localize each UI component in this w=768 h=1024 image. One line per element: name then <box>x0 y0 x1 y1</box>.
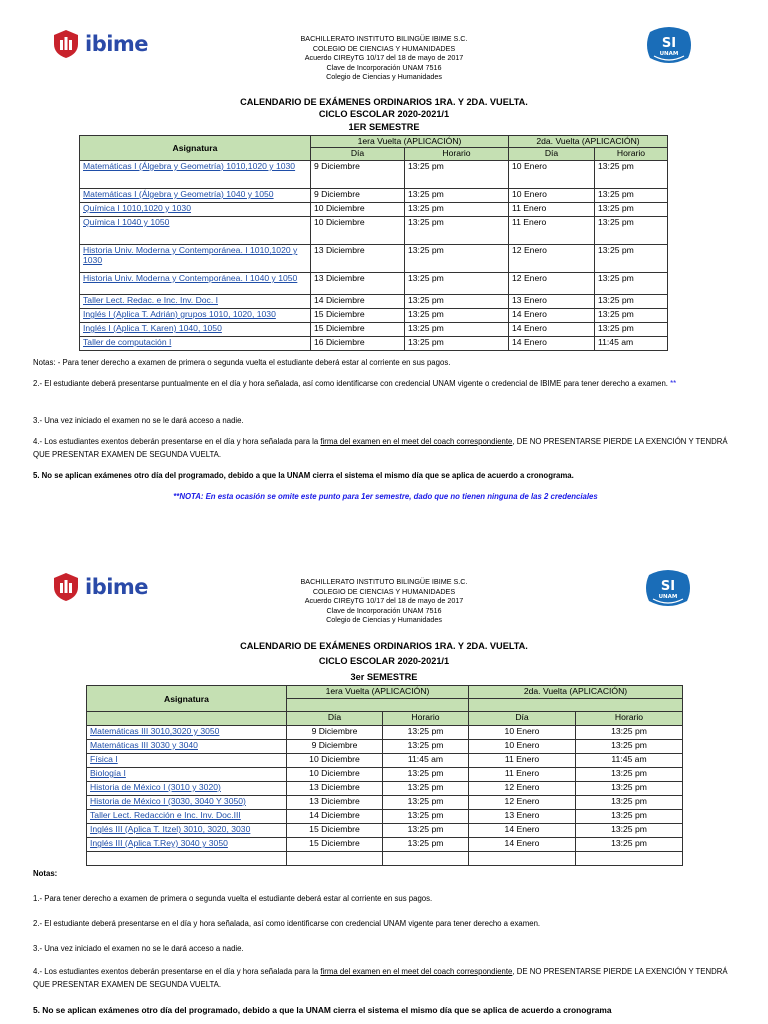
table-row <box>87 740 683 754</box>
table-row <box>87 796 683 810</box>
subject-cell <box>80 309 311 323</box>
round1-day-cell: 13 Diciembre <box>311 273 405 295</box>
note-2: 2.- El estudiante deberá presentarse en el día y hora señalada, así como identificarse con credencial UNAM vigente para tener derecho a examen. <box>33 919 541 928</box>
subject-link[interactable]: Inglés I (Aplica T. Adrián) grupos 1010, 1020, 1030 <box>83 309 276 319</box>
note-4-text: 4.- Los estudiantes exentos deberán presentarse en el día y hora señalada para la <box>33 437 321 446</box>
round1-day-cell: 16 Diciembre <box>311 337 405 351</box>
note-4-text-end: , DE NO PRESENTARSE PIERDE LA EXENCIÓN Y TENDRÁ QUE PRESENTAR EXAMEN DE SEGUNDA VUELTA. <box>33 437 728 459</box>
unam-text: UNAM <box>658 594 678 600</box>
round1-day-cell: 10 Diciembre <box>311 217 405 245</box>
round1-time-cell: 13:25 pm <box>383 796 469 810</box>
title-line: CICLO ESCOLAR 2020-2021/1 <box>318 109 450 120</box>
note-4-underlined: firma del examen en el meet del coach correspondiente <box>320 967 513 976</box>
table-row <box>87 810 683 824</box>
round2-time-cell: 13:25 pm <box>576 740 683 754</box>
round1-day-cell: 13 Diciembre <box>287 782 383 796</box>
round1-time-cell: 13:25 pm <box>405 161 509 189</box>
col-header-day: Día <box>287 712 383 726</box>
round2-day-cell: 12 Enero <box>509 273 595 295</box>
table-row <box>87 838 683 852</box>
round1-day-cell: 14 Diciembre <box>311 295 405 309</box>
round2-time-cell: 13:25 pm <box>595 161 668 189</box>
subject-link[interactable]: Biología I <box>90 768 126 778</box>
round1-day-cell: 9 Diciembre <box>287 740 383 754</box>
round1-time-cell: 13:25 pm <box>383 726 469 740</box>
note-2-text: 2.- El estudiante deberá presentarse puntualmente en el día y hora señalada, así como identificarse con credencial UNAM vigente o credencial de IBIME para tener derecho a examen. <box>33 379 668 388</box>
round2-day-cell: 11 Enero <box>509 203 595 217</box>
round2-time-cell: 13:25 pm <box>576 768 683 782</box>
subject-cell <box>80 337 311 351</box>
note-4-text: 4.- Los estudiantes exentos deberán presentarse en el día y hora señalada para la <box>33 967 321 976</box>
page-title <box>0 640 768 683</box>
header-line: COLEGIO DE CIENCIAS Y HUMANIDADES <box>312 43 456 53</box>
round1-time-cell: 13:25 pm <box>405 295 509 309</box>
header-blank <box>287 699 469 712</box>
unam-text: UNAM <box>659 51 679 57</box>
title-line: 3er SEMESTRE <box>350 671 418 682</box>
round1-day-cell: 9 Diciembre <box>311 161 405 189</box>
subject-link[interactable]: Historia Univ. Moderna y Contemporánea. I 1040 y 1050 <box>83 273 298 283</box>
round1-time-cell: 13:25 pm <box>405 323 509 337</box>
round1-time-cell: 13:25 pm <box>383 838 469 852</box>
si-text: SI <box>660 579 676 594</box>
table-row <box>80 217 668 245</box>
round2-time-cell: 13:25 pm <box>595 203 668 217</box>
round2-time-cell: 13:25 pm <box>595 309 668 323</box>
round1-time-cell: 13:25 pm <box>405 309 509 323</box>
subject-cell <box>87 810 287 824</box>
si-text: SI <box>661 36 677 51</box>
empty-cell <box>469 852 576 866</box>
round1-day-cell: 15 Diciembre <box>287 824 383 838</box>
col-header-time: Horario <box>383 712 469 726</box>
round2-day-cell: 14 Enero <box>509 337 595 351</box>
subject-cell <box>80 161 311 189</box>
header-line: Clave de Incorporación UNAM 7516 <box>326 62 442 72</box>
round2-day-cell: 14 Enero <box>469 838 576 852</box>
subject-cell <box>80 323 311 337</box>
subject-link[interactable]: Matemáticas III 3030 y 3040 <box>90 740 198 750</box>
subject-link[interactable]: Taller Lect. Redac. e Inc. Inv. Doc. I <box>83 295 219 305</box>
table-row <box>80 203 668 217</box>
round1-time-cell: 13:25 pm <box>405 203 509 217</box>
round1-day-cell: 10 Diciembre <box>287 768 383 782</box>
round2-time-cell: 13:25 pm <box>595 245 668 273</box>
subject-link[interactable]: Historia de México I (3010 y 3020) <box>90 782 221 792</box>
round1-day-cell: 13 Diciembre <box>287 796 383 810</box>
round2-day-cell: 13 Enero <box>509 295 595 309</box>
subject-link[interactable]: Física I <box>90 754 118 764</box>
note-4-underlined: firma del examen en el meet del coach correspondiente <box>320 437 513 446</box>
table-row <box>80 337 668 351</box>
title-line: CICLO ESCOLAR 2020-2021/1 <box>318 656 450 667</box>
table-row <box>80 295 668 309</box>
header-line: Colegio de Ciencias y Humanidades <box>326 72 442 82</box>
table-row <box>80 309 668 323</box>
subject-link[interactable]: Taller Lect. Redacción e Inc. Inv. Doc.III <box>90 810 241 820</box>
col-header-round1: 1era Vuelta (APLICACIÓN) <box>287 686 469 699</box>
round1-day-cell: 9 Diciembre <box>287 726 383 740</box>
header-blank <box>469 699 683 712</box>
page-title <box>0 96 768 133</box>
title-line: CALENDARIO DE EXÁMENES ORDINARIOS 1RA. Y 2DA. VUELTA. <box>240 641 528 651</box>
note-4 <box>33 966 738 991</box>
round1-time-cell: 11:45 am <box>383 754 469 768</box>
round2-day-cell: 11 Enero <box>469 768 576 782</box>
round2-time-cell: 11:45 am <box>576 754 683 768</box>
exam-calendar-table-3er <box>86 685 683 866</box>
round1-time-cell: 13:25 pm <box>383 782 469 796</box>
exam-calendar-table-1er <box>79 135 668 351</box>
subject-cell <box>80 203 311 217</box>
subject-link[interactable]: Inglés III (Aplica T. Itzel) 3010, 3020, 3030 <box>90 824 251 834</box>
table-row <box>80 323 668 337</box>
col-header-round2: 2da. Vuelta (APLICACIÓN) <box>469 686 683 699</box>
round1-time-cell: 13:25 pm <box>383 824 469 838</box>
round1-day-cell: 15 Diciembre <box>311 323 405 337</box>
subject-link[interactable]: Inglés I (Aplica T. Karen) 1040, 1050 <box>83 323 222 333</box>
col-header-day: Día <box>311 148 405 161</box>
subject-cell <box>87 754 287 768</box>
round2-time-cell: 13:25 pm <box>576 838 683 852</box>
col-header-time: Horario <box>405 148 509 161</box>
round2-day-cell: 10 Enero <box>469 740 576 754</box>
round2-day-cell: 14 Enero <box>509 323 595 337</box>
empty-cell <box>287 852 383 866</box>
round2-day-cell: 13 Enero <box>469 810 576 824</box>
col-header-subject: Asignatura <box>80 136 311 161</box>
subject-link[interactable]: Taller de computación I <box>83 337 172 347</box>
note-2 <box>33 378 738 391</box>
round2-day-cell: 11 Enero <box>509 217 595 245</box>
header-line: Clave de Incorporación UNAM 7516 <box>326 605 442 615</box>
round1-day-cell: 10 Diciembre <box>311 203 405 217</box>
table-row <box>87 726 683 740</box>
col-header-subject: Asignatura <box>87 686 287 712</box>
round2-time-cell: 13:25 pm <box>595 217 668 245</box>
round1-time-cell: 13:25 pm <box>405 273 509 295</box>
subject-cell <box>80 245 311 273</box>
title-line: CALENDARIO DE EXÁMENES ORDINARIOS 1RA. Y 2DA. VUELTA. <box>240 97 528 107</box>
note-3: 3.- Una vez iniciado el examen no se le dará acceso a nadie. <box>33 416 244 425</box>
note-4 <box>33 436 738 461</box>
round2-time-cell: 13:25 pm <box>576 824 683 838</box>
round2-day-cell: 12 Enero <box>509 245 595 273</box>
subject-cell <box>87 824 287 838</box>
header-line: BACHILLERATO INSTITUTO BILINGÜE IBIME S.C. <box>300 577 468 586</box>
round2-time-cell: 13:25 pm <box>595 189 668 203</box>
note-4-text-end: , DE NO PRESENTARSE PIERDE LA EXENCIÓN Y TENDRÁ QUE PRESENTAR EXAMEN DE SEGUNDA VUELTA. <box>33 967 728 989</box>
table-row <box>80 189 668 203</box>
subject-cell <box>87 838 287 852</box>
round1-time-cell: 13:25 pm <box>405 217 509 245</box>
note-2-mark: ** <box>670 379 677 388</box>
col-header-round2: 2da. Vuelta (APLICACIÓN) <box>509 136 668 148</box>
empty-cell <box>383 852 469 866</box>
subject-cell <box>80 189 311 203</box>
subject-link[interactable]: Matemáticas III 3010,3020 y 3050 <box>90 726 220 736</box>
header-line: Acuerdo CIREyTG 10/17 del 18 de mayo de 2017 <box>304 596 464 606</box>
note-1: 1.- Para tener derecho a examen de primera o segunda vuelta el estudiante deberá estar al corriente en sus pagos. <box>33 894 433 903</box>
subject-link[interactable]: Inglés III (Aplica T.Rey) 3040 y 3050 <box>90 838 228 848</box>
round2-day-cell: 12 Enero <box>469 782 576 796</box>
round2-time-cell: 13:25 pm <box>595 323 668 337</box>
subject-link[interactable]: Historia de México I (3030, 3040 Y 3050) <box>90 796 246 806</box>
round2-time-cell: 13:25 pm <box>595 295 668 309</box>
ibime-wordmark: ibime <box>85 575 149 599</box>
subject-link[interactable]: Química I 1010,1020 y 1030 <box>83 203 191 213</box>
round1-time-cell: 13:25 pm <box>405 189 509 203</box>
ibime-wordmark: ibime <box>85 32 149 56</box>
round2-time-cell: 13:25 pm <box>576 796 683 810</box>
round2-time-cell: 13:25 pm <box>576 782 683 796</box>
round2-day-cell: 10 Enero <box>509 161 595 189</box>
round1-time-cell: 13:25 pm <box>405 245 509 273</box>
table-row <box>87 754 683 768</box>
round2-day-cell: 10 Enero <box>469 726 576 740</box>
note-asterisk: **NOTA: En esta ocasión se omite este punto para 1er semestre, dado que no tienen ninguna de las 2 credenciales <box>173 492 598 501</box>
subject-cell <box>87 726 287 740</box>
header-line: Colegio de Ciencias y Humanidades <box>326 615 442 625</box>
header-blank <box>87 712 287 726</box>
round2-time-cell: 11:45 am <box>595 337 668 351</box>
table-row-empty <box>87 852 683 866</box>
col-header-day: Día <box>509 148 595 161</box>
round2-time-cell: 13:25 pm <box>576 726 683 740</box>
subject-cell <box>87 740 287 754</box>
round1-time-cell: 13:25 pm <box>383 740 469 754</box>
header-line: COLEGIO DE CIENCIAS Y HUMANIDADES <box>312 586 456 596</box>
col-header-round1: 1era Vuelta (APLICACIÓN) <box>311 136 509 148</box>
title-line: 1ER SEMESTRE <box>348 121 420 132</box>
round1-day-cell: 14 Diciembre <box>287 810 383 824</box>
header-line: Acuerdo CIREyTG 10/17 del 18 de mayo de 2017 <box>304 53 464 63</box>
empty-cell <box>87 852 287 866</box>
round1-time-cell: 13:25 pm <box>405 337 509 351</box>
school-header <box>0 577 768 625</box>
school-header <box>0 34 768 82</box>
subject-cell <box>87 782 287 796</box>
subject-cell <box>87 796 287 810</box>
round1-time-cell: 13:25 pm <box>383 810 469 824</box>
table-row <box>87 824 683 838</box>
round2-day-cell: 14 Enero <box>469 824 576 838</box>
subject-link[interactable]: Matemáticas I (Álgebra y Geometría) 1010,1020 y 1030 <box>83 161 296 171</box>
round2-day-cell: 12 Enero <box>469 796 576 810</box>
subject-cell <box>80 273 311 295</box>
table-row <box>87 768 683 782</box>
subject-cell <box>87 768 287 782</box>
round1-day-cell: 13 Diciembre <box>311 245 405 273</box>
table-row <box>80 161 668 189</box>
subject-link[interactable]: Química I 1040 y 1050 <box>83 217 170 227</box>
notes-title: Notas: <box>33 869 58 878</box>
header-line: BACHILLERATO INSTITUTO BILINGÜE IBIME S.C. <box>300 34 468 43</box>
subject-link[interactable]: Matemáticas I (Álgebra y Geometría) 1040 y 1050 <box>83 189 274 199</box>
subject-cell <box>80 217 311 245</box>
round1-day-cell: 15 Diciembre <box>311 309 405 323</box>
note-1: Notas: - Para tener derecho a examen de primera o segunda vuelta el estudiante deberá estar al corriente en sus pagos. <box>33 358 451 367</box>
round2-time-cell: 13:25 pm <box>595 273 668 295</box>
round2-time-cell: 13:25 pm <box>576 810 683 824</box>
subject-cell <box>80 295 311 309</box>
round1-day-cell: 10 Diciembre <box>287 754 383 768</box>
note-5: 5. No se aplican exámenes otro día del programado, debido a que la UNAM cierra el sistema el mismo día que se aplica de acuerdo a cronograma. <box>33 471 574 480</box>
round1-day-cell: 9 Diciembre <box>311 189 405 203</box>
col-header-time: Horario <box>576 712 683 726</box>
col-header-day: Día <box>469 712 576 726</box>
col-header-time: Horario <box>595 148 668 161</box>
note-5: 5. No se aplican exámenes otro día del programado, debido a que la UNAM cierra el sistema el mismo día que se aplica de acuerdo a cronograma <box>33 1005 612 1015</box>
round2-day-cell: 10 Enero <box>509 189 595 203</box>
empty-cell <box>576 852 683 866</box>
note-3: 3.- Una vez iniciado el examen no se le dará acceso a nadie. <box>33 944 244 953</box>
round1-time-cell: 13:25 pm <box>383 768 469 782</box>
table-row <box>80 273 668 295</box>
round2-day-cell: 14 Enero <box>509 309 595 323</box>
round1-day-cell: 15 Diciembre <box>287 838 383 852</box>
round2-day-cell: 11 Enero <box>469 754 576 768</box>
subject-link[interactable]: Historia Univ. Moderna y Contemporánea. I 1010,1020 y 1030 <box>83 245 298 265</box>
table-row <box>87 782 683 796</box>
table-row <box>80 245 668 273</box>
